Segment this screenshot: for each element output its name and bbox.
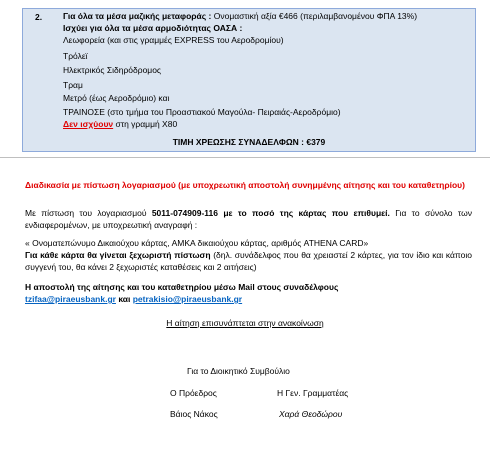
- email-link-tzifaa[interactable]: tzifaa@piraeusbank.gr: [25, 294, 116, 304]
- account-text-a: Με πίστωση του λογαριασμού: [25, 208, 152, 218]
- separate-deposit-bold: Για κάθε κάρτα θα γίνεται ξεχωριστή πίστωση: [25, 250, 211, 260]
- mode-tram: Τραμ: [63, 80, 83, 90]
- separate-deposit-paragraph: [25, 250, 472, 273]
- mode-trolley: Τρόλεϊ: [63, 51, 88, 61]
- procedure-account-paragraph: [25, 208, 472, 231]
- mode-bus: Λεωφορεία (και στις γραμμές EXPRESS του Αεροδρομίου): [63, 35, 284, 45]
- procedure-heading: Διαδικασία με πίστωση λογαριασμού (με υποχρεωτική αποστολή συνημμένης αίτησης και του καταθετηρίου): [25, 180, 465, 190]
- president-title: Ο Πρόεδρος: [170, 388, 217, 398]
- mail-instruction: Η αποστολή της αίτησης και του καταθετηρίου μέσω Mail στους συναδέλφους: [25, 282, 339, 292]
- separator: [0, 157, 490, 158]
- mode-metro: Μετρό (έως Αεροδρόμιο) και: [63, 93, 170, 103]
- colleague-price: ΤΙΜΗ ΧΡΕΩΣΗΣ ΣΥΝΑΔΕΛΦΩΝ : €379: [172, 137, 326, 147]
- exception-label: Δεν ισχύουν: [63, 119, 114, 129]
- mode-electric-railway: Ηλεκτρικός Σιδηρόδρομος: [63, 65, 162, 75]
- item-title-bold: Για όλα τα μέσα μαζικής μεταφοράς :: [63, 11, 212, 21]
- separate-deposit-detail: (δηλ. συνάδελφος που θα χρειαστεί 2 κάρτες, για τον ίδιο και κάποιο συγγενή του, θα κάνει 2 ξεχωριστές καταθέσεις και 2 αιτήσεις): [25, 250, 472, 272]
- board-label: Για το Διοικητικό Συμβούλιο: [187, 366, 290, 376]
- email-link-petrakisio[interactable]: petrakisio@piraeusbank.gr: [132, 294, 243, 304]
- and-text: και: [115, 294, 133, 304]
- secretary-name: Χαρά Θεοδώρου: [279, 409, 343, 419]
- validity-heading: Ισχύει για όλα τα μέσα αρμοδιότητας ΟΑΣΑ :: [63, 23, 243, 33]
- exception-line: [63, 119, 177, 130]
- president-name: Βάιος Νάκος: [170, 409, 218, 419]
- exception-detail: στη γραμμή Χ80: [113, 119, 178, 129]
- required-fields: « Ονοματεπώνυμο Δικαιούχου κάρτας, ΑΜΚΑ δικαιούχου κάρτας, αριθμός ATHENA CARD»: [25, 238, 369, 248]
- attachment-note: Η αίτηση επισυνάπτεται στην ανακοίνωση: [166, 318, 324, 328]
- mode-trainose: ΤΡΑΙΝΟΣΕ (στο τμήμα του Προαστιακού Μαγούλα- Πειραιάς-Αεροδρόμιο): [63, 107, 341, 117]
- account-text-b: Για το σύνολο των ενδιαφερομένων, με υποχρεωτική αναγραφή :: [25, 208, 472, 230]
- item-title-line: [63, 11, 417, 22]
- account-number: 5011-074909-116 με το ποσό της κάρτας που επιθυμεί.: [151, 208, 390, 218]
- mail-addresses: [25, 294, 472, 306]
- secretary-title: Η Γεν. Γραμματέας: [277, 388, 349, 398]
- item-title-price: Ονομαστική αξία €466 (περιλαμβανομένου ΦΠΑ 13%): [211, 11, 418, 21]
- item-number: 2.: [35, 12, 43, 22]
